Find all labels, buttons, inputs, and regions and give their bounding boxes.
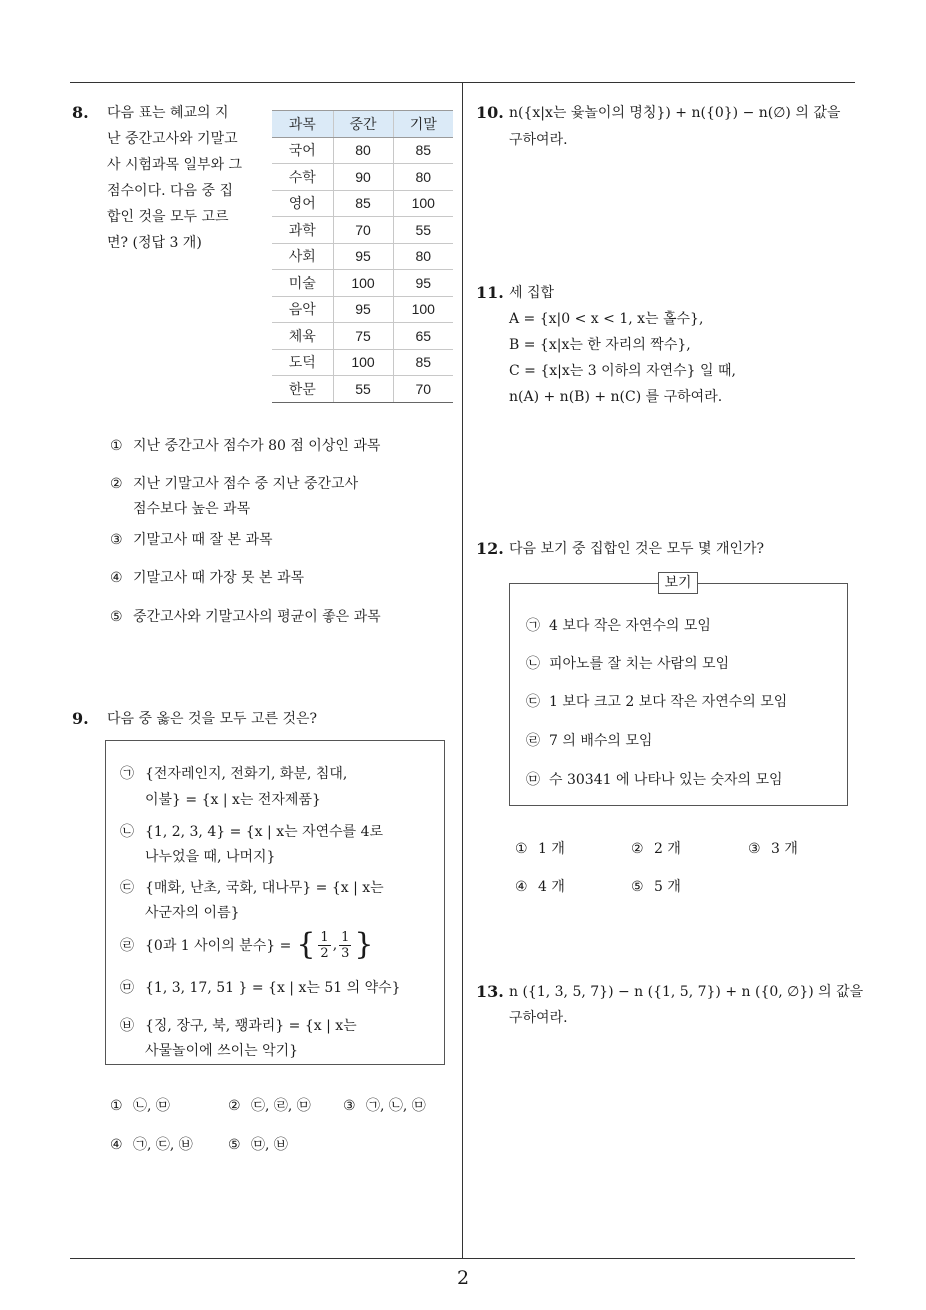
q8-stem-line: 면? (정답 3 개) [107, 235, 202, 251]
q11-set-b: B = {x|x는 한 자리의 짝수}, [509, 337, 691, 353]
q12-number: 12. [476, 539, 504, 558]
fraction-denominator: 2 [320, 945, 329, 961]
q11-number: 11. [476, 283, 504, 302]
q12-item-4 [526, 732, 652, 750]
q11-text [509, 280, 736, 410]
option-label: ④ [110, 1137, 123, 1153]
cell-final: 100 [393, 296, 453, 323]
cell-subject: 국어 [272, 137, 333, 164]
cell-subject: 음악 [272, 296, 333, 323]
q9-item-5 [120, 979, 401, 997]
item-text: {0과 1 사이의 분수} = [145, 938, 292, 954]
q12-option-3 [748, 840, 798, 858]
table-header-row [272, 111, 453, 138]
option-label: ⑤ [228, 1137, 241, 1153]
option-label: ② [110, 476, 123, 492]
q11-set-c: C = {x|x는 3 이하의 자연수} 일 때, [509, 363, 736, 379]
cell-final: 85 [393, 349, 453, 376]
q12-option-2 [631, 840, 681, 858]
option-text: 4 개 [538, 879, 565, 895]
header-midterm: 중간 [333, 111, 393, 138]
fraction [339, 930, 351, 961]
q12-item-5 [526, 771, 783, 789]
q8-option-1 [110, 437, 380, 455]
table-row [272, 349, 453, 376]
cell-subject: 한문 [272, 376, 333, 403]
item-label: ㉥ [120, 1018, 134, 1034]
cell-subject: 사회 [272, 243, 333, 270]
cell-final: 70 [393, 376, 453, 403]
q8-stem-line: 난 중간고사와 기말고 [107, 131, 238, 147]
item-text: {전자레인지, 전화기, 화분, 침대, [145, 766, 348, 782]
q9-option-3 [343, 1097, 426, 1115]
header-subject: 과목 [272, 111, 333, 138]
item-text: 사물놀이에 쓰이는 악기} [145, 1043, 299, 1059]
q12-option-5 [631, 878, 681, 896]
option-label: ⑤ [110, 609, 123, 625]
table-row [272, 137, 453, 164]
example-box-label: 보기 [658, 572, 698, 594]
q13-text [509, 979, 863, 1031]
q9-option-2 [228, 1097, 311, 1115]
option-text: 2 개 [654, 841, 681, 857]
q10-number: 10. [476, 103, 504, 122]
item-text: {1, 3, 17, 51 } = {x | x는 51 의 약수} [145, 980, 401, 996]
fraction-separator: , [332, 937, 338, 953]
option-label: ① [110, 1098, 123, 1114]
table-row [272, 323, 453, 350]
q10-text [509, 100, 840, 154]
option-text: 기말고사 때 잘 본 과목 [133, 532, 273, 548]
q9-item-3 [120, 876, 384, 926]
option-text: 지난 중간고사 점수가 80 점 이상인 과목 [133, 438, 381, 454]
q8-option-2 [110, 472, 358, 522]
q12-item-3 [526, 693, 787, 711]
item-text: 수 30341 에 나타나 있는 숫자의 모임 [549, 772, 783, 788]
q12-item-2 [526, 655, 729, 673]
table-row [272, 270, 453, 297]
q12-item-1 [526, 617, 711, 635]
table-row [272, 190, 453, 217]
q9-option-4 [110, 1136, 193, 1154]
column-divider [462, 82, 463, 1258]
option-label: ① [515, 841, 528, 857]
table-row [272, 296, 453, 323]
item-label: ㉤ [526, 772, 540, 788]
item-text: 나누었을 때, 나머지} [145, 849, 276, 865]
cell-final: 80 [393, 164, 453, 191]
q10-line: n({x|x는 윷놀이의 명칭}) + n({0}) − n(∅) 의 값을 [509, 105, 841, 121]
q9-option-1 [110, 1097, 170, 1115]
q9-item-2 [120, 820, 383, 870]
fraction-numerator: 1 [341, 929, 350, 945]
q9-number: 9. [72, 709, 89, 728]
cell-midterm: 80 [333, 137, 393, 164]
option-label: ④ [515, 879, 528, 895]
item-text: 피아노를 잘 치는 사람의 모임 [549, 656, 730, 672]
item-label: ㉡ [120, 824, 134, 840]
q8-stem-line: 점수이다. 다음 중 집 [107, 183, 233, 199]
item-text: 4 보다 작은 자연수의 모임 [549, 618, 711, 634]
q10-line: 구하여라. [509, 132, 568, 148]
item-label: ㉢ [120, 880, 134, 896]
option-text: ㉠, ㉡, ㉤ [366, 1098, 426, 1114]
cell-midterm: 55 [333, 376, 393, 403]
cell-final: 55 [393, 217, 453, 244]
table-row [272, 376, 453, 403]
option-text: ㉤, ㉥ [251, 1137, 288, 1153]
option-text: 중간고사와 기말고사의 평균이 좋은 과목 [133, 609, 381, 625]
item-label: ㉢ [526, 694, 540, 710]
cell-subject: 체육 [272, 323, 333, 350]
item-label: ㉣ [526, 733, 540, 749]
close-brace: } [354, 927, 374, 962]
q11-line: n(A) + n(B) + n(C) 를 구하여라. [509, 389, 723, 405]
score-table [272, 110, 453, 403]
q8-number: 8. [72, 103, 89, 122]
option-text: 5 개 [654, 879, 681, 895]
q11-set-a: A = {x|0 < x < 1, x는 홀수}, [509, 311, 704, 327]
q9-stem: 다음 중 옳은 것을 모두 고른 것은? [107, 711, 318, 727]
option-text: 3 개 [771, 841, 798, 857]
cell-final: 80 [393, 243, 453, 270]
q9-item-4 [120, 927, 374, 963]
table-row [272, 164, 453, 191]
item-text: 7 의 배수의 모임 [549, 733, 653, 749]
table-row [272, 243, 453, 270]
page-number: 2 [456, 1267, 470, 1289]
cell-midterm: 90 [333, 164, 393, 191]
cell-midterm: 95 [333, 243, 393, 270]
item-label: ㉤ [120, 980, 134, 996]
item-label: ㉣ [120, 938, 134, 954]
option-label: ③ [343, 1098, 356, 1114]
cell-midterm: 85 [333, 190, 393, 217]
q9-option-5 [228, 1136, 288, 1154]
option-text: 점수보다 높은 과목 [133, 501, 251, 517]
q8-stem-line: 다음 표는 혜교의 지 [107, 105, 229, 121]
cell-subject: 과학 [272, 217, 333, 244]
cell-final: 100 [393, 190, 453, 217]
open-brace: { [296, 927, 316, 962]
option-text: 지난 기말고사 점수 중 지난 중간고사 [133, 476, 359, 492]
cell-midterm: 75 [333, 323, 393, 350]
option-label: ② [228, 1098, 241, 1114]
option-label: ① [110, 438, 123, 454]
q8-stem-line: 사 시험과목 일부와 그 [107, 157, 243, 173]
item-label: ㉠ [120, 766, 134, 782]
cell-midterm: 70 [333, 217, 393, 244]
q11-line: 세 집합 [509, 285, 555, 301]
option-text: ㉠, ㉢, ㉥ [133, 1137, 193, 1153]
option-label: ③ [748, 841, 761, 857]
q13-line: 구하여라. [509, 1010, 568, 1026]
item-text: {징, 장구, 북, 꽹과리} = {x | x는 [145, 1018, 357, 1034]
option-label: ② [631, 841, 644, 857]
q9-item-6 [120, 1014, 357, 1064]
header-final: 기말 [393, 111, 453, 138]
q12-option-1 [515, 840, 565, 858]
q8-stem [107, 100, 242, 256]
q13-line: n ({1, 3, 5, 7}) − n ({1, 5, 7}) + n ({0, ∅}) 의 값을 [509, 984, 864, 1000]
option-text: ㉢, ㉣, ㉤ [251, 1098, 311, 1114]
item-label: ㉡ [526, 656, 540, 672]
fraction-numerator: 1 [320, 929, 329, 945]
fraction-denominator: 3 [341, 945, 350, 961]
option-text: 1 개 [538, 841, 565, 857]
option-label: ⑤ [631, 879, 644, 895]
item-text: 1 보다 크고 2 보다 작은 자연수의 모임 [549, 694, 788, 710]
cell-midterm: 95 [333, 296, 393, 323]
option-text: ㉡, ㉤ [133, 1098, 170, 1114]
cell-subject: 영어 [272, 190, 333, 217]
q9-item-1 [120, 761, 347, 813]
q8-option-5 [110, 608, 381, 626]
q8-option-3 [110, 531, 273, 549]
q12-option-4 [515, 878, 565, 896]
option-label: ③ [110, 532, 123, 548]
q8-stem-line: 합인 것을 모두 고르 [107, 209, 229, 225]
cell-midterm: 100 [333, 270, 393, 297]
option-text: 기말고사 때 가장 못 본 과목 [133, 570, 305, 586]
cell-subject: 수학 [272, 164, 333, 191]
q12-stem: 다음 보기 중 집합인 것은 모두 몇 개인가? [509, 541, 765, 557]
cell-subject: 도덕 [272, 349, 333, 376]
q8-option-4 [110, 569, 304, 587]
cell-final: 95 [393, 270, 453, 297]
table-row [272, 217, 453, 244]
item-text: {1, 2, 3, 4} = {x | x는 자연수를 4로 [145, 824, 384, 840]
option-label: ④ [110, 570, 123, 586]
cell-final: 65 [393, 323, 453, 350]
item-label: ㉠ [526, 618, 540, 634]
bottom-rule [70, 1258, 855, 1259]
cell-midterm: 100 [333, 349, 393, 376]
item-text: {매화, 난초, 국화, 대나무} = {x | x는 [145, 880, 384, 896]
item-text: 이불} = {x | x는 전자제품} [145, 792, 321, 808]
fraction [318, 930, 330, 961]
cell-final: 85 [393, 137, 453, 164]
item-text: 사군자의 이름} [145, 905, 240, 921]
q13-number: 13. [476, 982, 504, 1001]
cell-subject: 미술 [272, 270, 333, 297]
